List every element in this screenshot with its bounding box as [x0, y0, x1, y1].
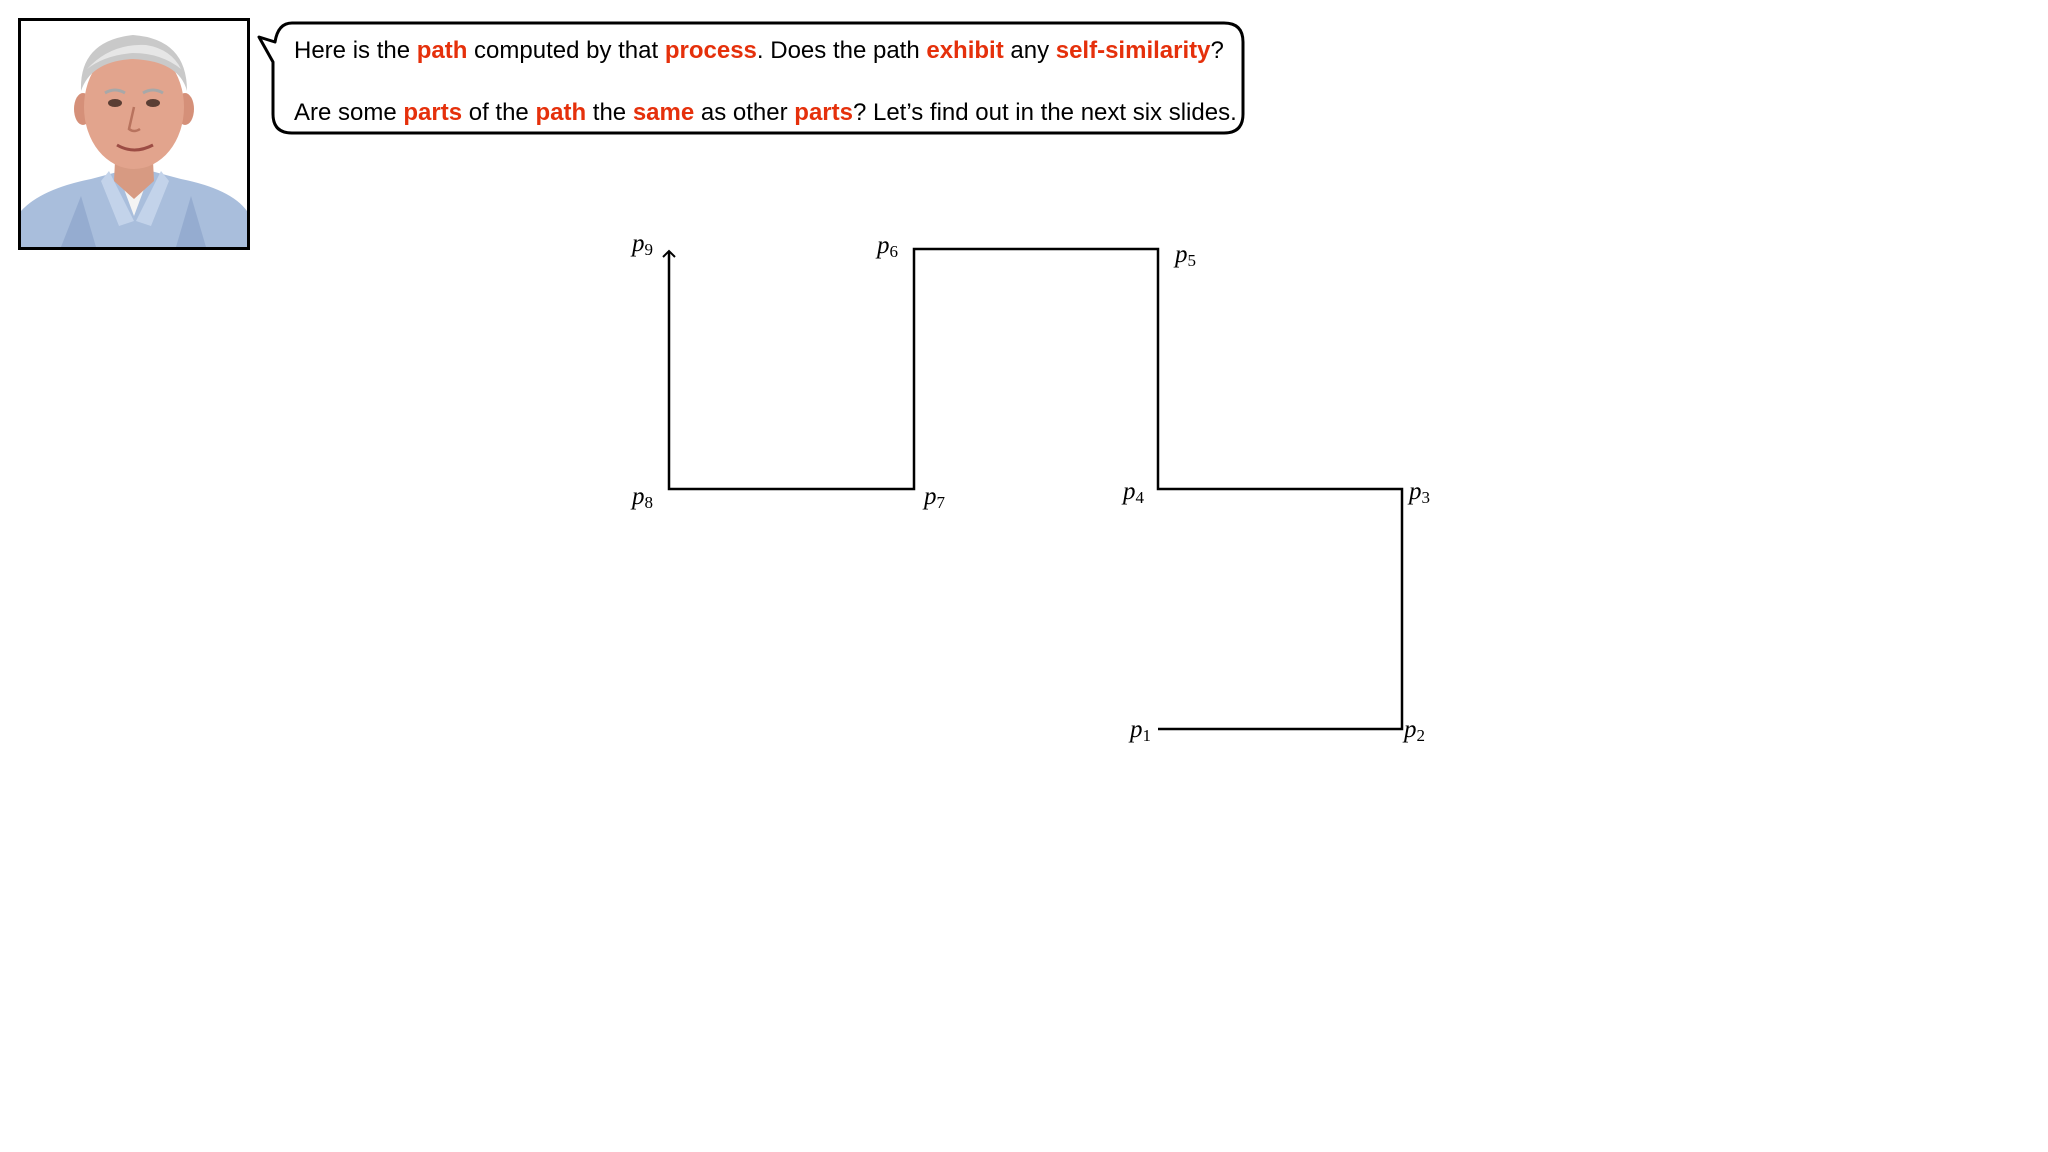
point-label-p8 [630, 483, 653, 512]
point-label-p2 [1402, 716, 1425, 745]
point-label-p1 [1128, 716, 1151, 745]
point-label-subscript: 4 [1135, 488, 1144, 507]
point-label-name: p [1130, 716, 1143, 743]
point-label-p9 [630, 230, 653, 259]
point-label-subscript: 7 [936, 493, 945, 512]
text-segment: Are some [294, 99, 404, 126]
point-label-name: p [924, 483, 937, 510]
highlighted-word: process [664, 37, 757, 64]
point-labels [630, 230, 1430, 745]
point-label-p3 [1407, 478, 1430, 507]
point-label-name: p [1404, 716, 1417, 743]
point-label-name: p [632, 483, 645, 510]
point-label-p4 [1121, 478, 1145, 507]
highlighted-word: exhibit [926, 37, 1004, 64]
text-segment: ? [1210, 37, 1224, 64]
point-label-name: p [632, 230, 645, 257]
point-label-name: p [1409, 478, 1422, 505]
point-label-p5 [1173, 241, 1196, 270]
point-label-subscript: 5 [1187, 251, 1196, 270]
highlighted-word: path [416, 37, 468, 64]
path-line [669, 249, 1402, 729]
point-label-subscript: 1 [1142, 726, 1151, 745]
point-label-name: p [877, 232, 890, 259]
text-segment: computed by that [467, 37, 665, 64]
point-label-subscript: 8 [644, 493, 653, 512]
text-segment: any [1003, 37, 1056, 64]
point-label-subscript: 2 [1416, 726, 1425, 745]
text-segment: the [586, 99, 633, 126]
highlighted-word: parts [794, 99, 853, 126]
point-label-p6 [875, 232, 898, 261]
text-segment: of the [462, 99, 536, 126]
point-label-p7 [922, 483, 946, 512]
highlighted-word: self-similarity [1055, 37, 1211, 64]
highlighted-word: path [535, 99, 587, 126]
point-label-name: p [1175, 241, 1188, 268]
point-label-subscript: 9 [644, 240, 653, 259]
text-segment: ? Let’s find out in the next six slides. [852, 99, 1237, 126]
point-label-subscript: 3 [1421, 488, 1430, 507]
point-label-subscript: 6 [889, 242, 898, 261]
highlighted-word: parts [403, 99, 463, 126]
text-segment: Here is the [294, 37, 417, 64]
highlighted-word: same [632, 99, 695, 126]
text-segment: as other [694, 99, 795, 126]
point-label-name: p [1123, 478, 1136, 505]
text-segment: . Does the path [756, 37, 927, 64]
